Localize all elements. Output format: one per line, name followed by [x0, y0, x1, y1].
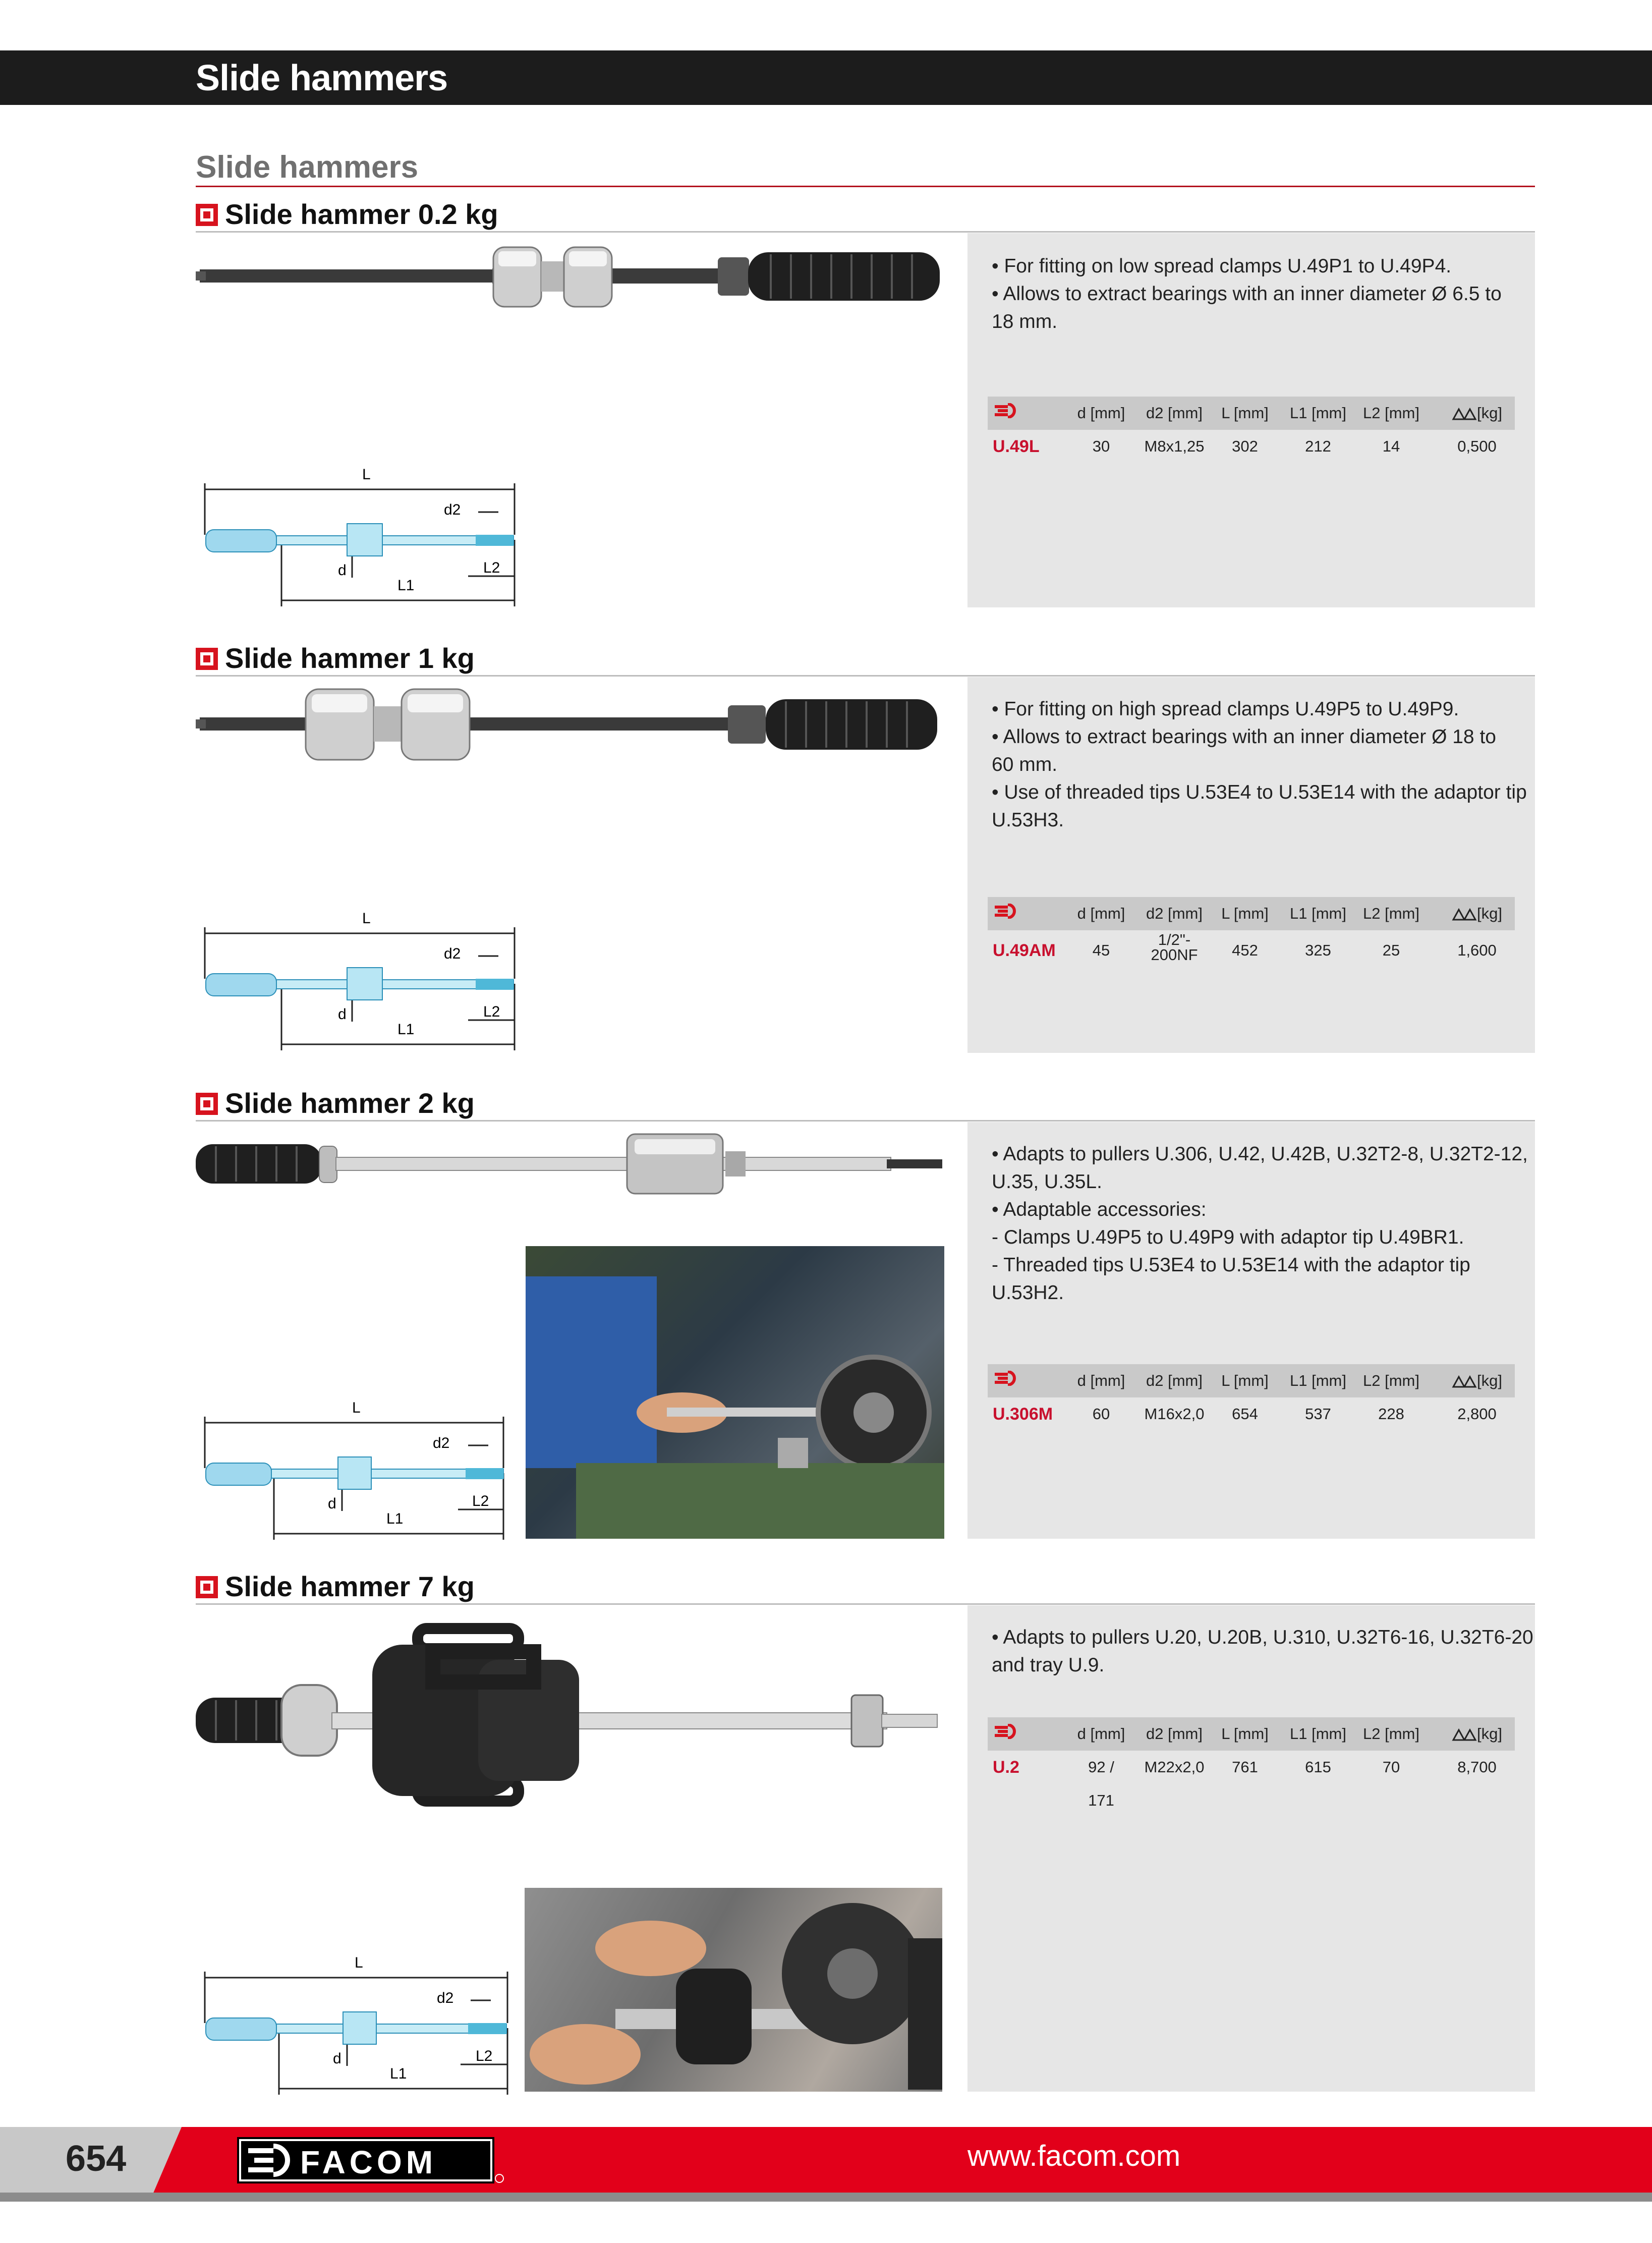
feature-item: U.53H3.	[992, 809, 1064, 831]
cell-L1: 212	[1305, 437, 1331, 455]
cell-d: 45	[1092, 941, 1110, 959]
feature-item: • Adaptable accessories:	[992, 1199, 1207, 1220]
diagram-label-d2: d2	[444, 945, 461, 962]
diagram-label-L2: L2	[483, 1003, 500, 1020]
col-header-weight: [kg]	[1477, 1372, 1502, 1389]
section-divider	[196, 1120, 1535, 1122]
col-header-L1: L1 [mm]	[1290, 1372, 1346, 1389]
product-code: U.49AM	[993, 941, 1056, 960]
cell-L2: 25	[1382, 941, 1400, 959]
diagram-label-d: d	[333, 2050, 341, 2067]
spec-table	[988, 1364, 1515, 1431]
cell-weight: 8,700	[1457, 1758, 1497, 1776]
diagram-label-L: L	[352, 1399, 361, 1416]
diagram-label-d2: d2	[444, 501, 461, 518]
spec-table	[988, 897, 1515, 971]
diagram-label-d: d	[338, 562, 347, 579]
feature-item: and tray U.9.	[992, 1654, 1105, 1676]
diagram-label-L2: L2	[476, 2048, 493, 2064]
section-title: Slide hammer 0.2 kg	[225, 198, 498, 230]
diagram-label-L: L	[355, 1954, 363, 1971]
facom-logo-wordmark: FACOM	[300, 2144, 437, 2180]
weight-icon	[1452, 408, 1477, 421]
feature-item: • Use of threaded tips U.53E4 to U.53E14 with the adaptor tip	[992, 781, 1527, 803]
diagram-label-L1: L1	[397, 577, 415, 594]
section-title: Slide hammer 2 kg	[225, 1087, 475, 1119]
dimension-diagram	[196, 464, 529, 610]
col-header-L: L [mm]	[1221, 1372, 1269, 1389]
spec-table-header	[988, 397, 1515, 430]
col-header-L2: L2 [mm]	[1363, 404, 1419, 422]
bullet-square-icon	[196, 204, 218, 226]
table-row	[988, 430, 1515, 463]
col-header-L1: L1 [mm]	[1290, 1725, 1346, 1743]
col-header-L2: L2 [mm]	[1363, 1372, 1419, 1389]
diagram-label-L1: L1	[390, 2065, 407, 2082]
dimension-diagram	[196, 1397, 529, 1544]
product-info-panel	[967, 677, 1535, 1053]
facom-mark-icon	[995, 1724, 1019, 1739]
diagram-label-d2: d2	[437, 1990, 454, 2006]
col-header-d2: d2 [mm]	[1146, 905, 1203, 922]
spec-table-header	[988, 1717, 1515, 1751]
feature-item: - Threaded tips U.53E4 to U.53E14 with the adaptor tip	[992, 1254, 1470, 1276]
col-header-d: d [mm]	[1077, 404, 1125, 422]
diagram-label-d: d	[328, 1495, 336, 1512]
cell-L: 761	[1232, 1758, 1258, 1776]
feature-item: • Adapts to pullers U.306, U.42, U.42B, U.32T2-8, U.32T2-12,	[992, 1143, 1528, 1165]
usage-photo	[525, 1888, 942, 2092]
col-header-L: L [mm]	[1221, 1725, 1269, 1743]
col-header-L2: L2 [mm]	[1363, 1725, 1419, 1743]
cell-L2: 228	[1378, 1405, 1404, 1423]
product-code: U.306M	[993, 1405, 1053, 1424]
diagram-label-L: L	[362, 466, 371, 483]
website-link[interactable]: www.facom.com	[967, 2140, 1181, 2172]
feature-item: U.53H2.	[992, 1282, 1064, 1304]
col-header-L1: L1 [mm]	[1290, 905, 1346, 922]
weight-icon	[1452, 908, 1477, 921]
cell-L2: 14	[1382, 437, 1400, 455]
feature-item: 60 mm.	[992, 754, 1058, 775]
diagram-label-d2: d2	[433, 1435, 450, 1451]
slide-hammer-7kg-image	[196, 1614, 952, 1816]
table-row	[988, 1397, 1515, 1431]
cell-d: 30	[1092, 437, 1110, 455]
col-header-d: d [mm]	[1077, 1725, 1125, 1743]
col-header-d2: d2 [mm]	[1146, 404, 1203, 422]
page-header-title: Slide hammers	[196, 58, 448, 98]
cell-weight: 1,600	[1457, 941, 1497, 959]
col-header-d: d [mm]	[1077, 1372, 1125, 1389]
spec-table	[988, 397, 1515, 463]
cell-L: 654	[1232, 1405, 1258, 1423]
slide-hammer-1kg-image	[196, 679, 952, 770]
cell-d2: M16x2,0	[1144, 1405, 1205, 1423]
cell-d2-line: 200NF	[1151, 946, 1198, 964]
footer-base-strip	[0, 2193, 1652, 2202]
workshop-photo-illustration	[525, 1888, 942, 2092]
cell-L1: 537	[1305, 1405, 1331, 1423]
product-info-panel	[967, 1605, 1535, 2092]
facom-mark-icon	[995, 904, 1019, 919]
col-header-weight: [kg]	[1477, 1725, 1502, 1743]
dimension-diagram	[196, 1952, 529, 2099]
diagram-label-L1: L1	[386, 1510, 404, 1527]
diagram-label-L1: L1	[397, 1021, 415, 1038]
facom-mark-icon	[995, 1371, 1019, 1386]
workshop-photo-illustration	[526, 1246, 944, 1539]
facom-logo	[237, 2137, 504, 2183]
cell-weight: 2,800	[1457, 1405, 1497, 1423]
product-code: U.2	[993, 1758, 1019, 1777]
feature-item: • Allows to extract bearings with an inner diameter Ø 18 to	[992, 726, 1496, 748]
diagram-label-d: d	[338, 1006, 347, 1023]
col-header-weight: [kg]	[1477, 404, 1502, 422]
weight-icon	[1452, 1728, 1477, 1742]
category-title: Slide hammers	[196, 150, 419, 185]
diagram-label-L2: L2	[483, 559, 500, 576]
product-info-panel	[967, 1122, 1535, 1539]
diagram-label-L: L	[362, 910, 371, 927]
feature-list	[992, 695, 1527, 834]
section-divider	[196, 675, 1535, 677]
dimension-diagram	[196, 908, 529, 1054]
product-code: U.49L	[993, 437, 1040, 456]
feature-item: 18 mm.	[992, 311, 1058, 332]
spec-table	[988, 1717, 1515, 1809]
weight-icon	[1452, 1375, 1477, 1388]
col-header-L: L [mm]	[1221, 905, 1269, 922]
section-divider	[196, 1603, 1535, 1605]
table-row	[988, 930, 1515, 971]
col-header-L1: L1 [mm]	[1290, 404, 1346, 422]
cell-d2: M22x2,0	[1144, 1758, 1205, 1776]
col-header-d2: d2 [mm]	[1146, 1372, 1203, 1389]
slide-hammer-2kg-image	[196, 1126, 952, 1207]
col-header-d: d [mm]	[1077, 905, 1125, 922]
cell-d2-line: 1/2"-	[1158, 931, 1191, 948]
usage-photo	[526, 1246, 944, 1539]
diagram-label-L2: L2	[472, 1493, 489, 1509]
spec-table-header	[988, 1364, 1515, 1397]
feature-item: • Allows to extract bearings with an inner diameter Ø 6.5 to	[992, 283, 1502, 305]
feature-item: U.35, U.35L.	[992, 1171, 1102, 1193]
feature-item: • For fitting on high spread clamps U.49P5 to U.49P9.	[992, 698, 1459, 720]
table-row	[988, 1751, 1515, 1809]
cell-d2: M8x1,25	[1144, 437, 1205, 455]
feature-list	[992, 252, 1502, 335]
cell-d2	[1139, 930, 1210, 966]
feature-item: - Clamps U.49P5 to U.49P9 with adaptor tip U.49BR1.	[992, 1226, 1464, 1248]
spec-table-header	[988, 897, 1515, 930]
cell-L1: 615	[1305, 1758, 1331, 1776]
section-title: Slide hammer 1 kg	[225, 642, 475, 674]
page-header-bar	[0, 50, 1652, 105]
bullet-square-icon	[196, 648, 218, 670]
cell-d: 60	[1092, 1405, 1110, 1423]
cell-d: 92 / 171	[1088, 1758, 1114, 1809]
col-header-d2: d2 [mm]	[1146, 1725, 1203, 1743]
col-header-L: L [mm]	[1221, 404, 1269, 422]
cell-weight: 0,500	[1457, 437, 1497, 455]
facom-mark-icon	[995, 403, 1019, 418]
cell-L: 302	[1232, 437, 1258, 455]
bullet-square-icon	[196, 1093, 218, 1115]
product-info-panel	[967, 233, 1535, 607]
slide-hammer-0.2kg-image	[196, 236, 952, 317]
cell-L: 452	[1232, 941, 1258, 959]
col-header-L2: L2 [mm]	[1363, 905, 1419, 922]
feature-list	[992, 1623, 1533, 1679]
page-number: 654	[66, 2139, 127, 2179]
category-divider	[196, 186, 1535, 187]
section-title: Slide hammer 7 kg	[225, 1571, 475, 1602]
feature-item: • Adapts to pullers U.20, U.20B, U.310, U.32T6-16, U.32T6-20	[992, 1627, 1533, 1648]
col-header-weight: [kg]	[1477, 905, 1502, 922]
cell-L1: 325	[1305, 941, 1331, 959]
section-divider	[196, 231, 1535, 233]
bullet-square-icon	[196, 1576, 218, 1598]
feature-list	[992, 1140, 1528, 1307]
feature-item: • For fitting on low spread clamps U.49P1 to U.49P4.	[992, 255, 1452, 277]
cell-L2: 70	[1382, 1758, 1400, 1776]
